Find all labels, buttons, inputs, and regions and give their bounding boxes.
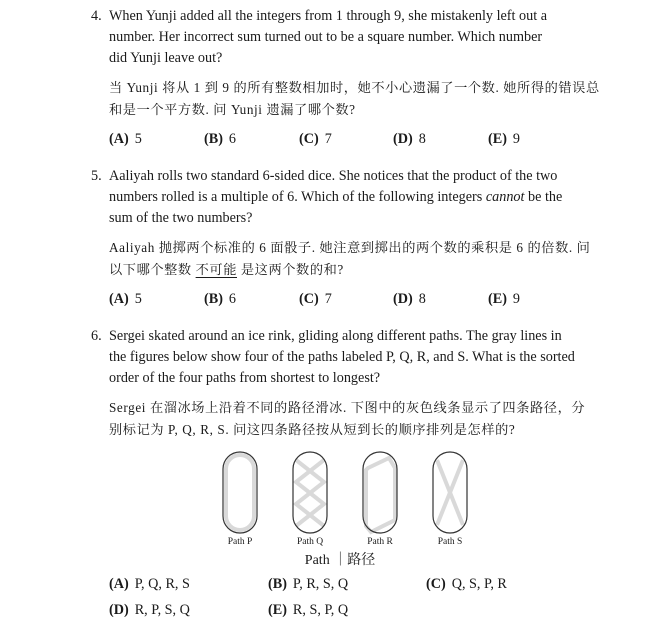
choice-text: 9 bbox=[512, 131, 521, 147]
choice-label: (B) bbox=[204, 291, 223, 307]
path-r-gray-line bbox=[366, 458, 395, 532]
question-number: 4. bbox=[91, 8, 102, 24]
path-p-gray-line bbox=[226, 455, 254, 530]
choice-label: (A) bbox=[109, 576, 129, 592]
choice-a[interactable] bbox=[109, 291, 142, 308]
text-segment: be the bbox=[524, 189, 563, 205]
choice-text: 5 bbox=[134, 291, 142, 307]
choice-text: 9 bbox=[512, 291, 521, 307]
path-label-q: Path Q bbox=[296, 537, 324, 547]
choice-label: (C) bbox=[426, 576, 446, 592]
path-label-p: Path P bbox=[227, 537, 253, 547]
path-label-s: Path S bbox=[437, 537, 463, 547]
path-label-r: Path R bbox=[367, 537, 393, 547]
question-text-en-line: the figures below show four of the paths labeled P, Q, R, and S. What is the sorted bbox=[109, 349, 575, 365]
choice-b[interactable] bbox=[204, 291, 236, 308]
choice-text: P, Q, R, S bbox=[134, 576, 190, 592]
choice-text: R, S, P, Q bbox=[292, 602, 349, 618]
choice-c[interactable] bbox=[299, 291, 332, 308]
choice-text: Q, S, P, R bbox=[451, 576, 507, 592]
choice-label: (D) bbox=[393, 291, 413, 307]
choice-text: 8 bbox=[418, 131, 426, 147]
question-text-en-line: number. Her incorrect sum turned out to be a square number. Which number bbox=[109, 29, 543, 45]
choice-c[interactable] bbox=[299, 131, 332, 148]
question-text-en-line: order of the four paths from shortest to longest? bbox=[109, 370, 381, 386]
question-text-en-line: sum of the two numbers? bbox=[109, 210, 253, 226]
choice-e[interactable] bbox=[488, 131, 520, 148]
choice-text: 5 bbox=[134, 131, 142, 147]
choice-text: 7 bbox=[324, 131, 332, 147]
choice-label: (E) bbox=[268, 602, 287, 618]
question-text-en-line bbox=[109, 187, 562, 207]
choice-label: (D) bbox=[109, 602, 129, 618]
question-text-en-line: Sergei skated around an ice rink, gliding along different paths. The gray lines in bbox=[109, 328, 562, 344]
choice-a[interactable] bbox=[109, 131, 142, 148]
choice-text: 6 bbox=[228, 291, 237, 307]
path-r-figure bbox=[363, 452, 397, 533]
choice-text: 6 bbox=[228, 131, 237, 147]
text-segment: 是这两个数的和? bbox=[237, 262, 344, 277]
path-p-figure bbox=[223, 452, 257, 533]
emphasis-cannot: cannot bbox=[485, 189, 525, 205]
choice-label: (B) bbox=[204, 131, 223, 147]
figure-caption: Path ｜路径 bbox=[304, 553, 376, 568]
choice-label: (C) bbox=[299, 131, 319, 147]
question-text-en-line: When Yunji added all the integers from 1 through 9, she mistakenly left out a bbox=[109, 8, 547, 24]
choice-b[interactable] bbox=[268, 576, 348, 593]
choice-b[interactable] bbox=[204, 131, 236, 148]
choice-d[interactable] bbox=[393, 131, 426, 148]
path-q-gray-line bbox=[296, 460, 324, 526]
choice-d[interactable] bbox=[393, 291, 426, 308]
choice-label: (B) bbox=[268, 576, 287, 592]
choice-label: (E) bbox=[488, 291, 507, 307]
choice-d[interactable] bbox=[109, 602, 190, 619]
text-segment: 以下哪个整数 bbox=[109, 262, 196, 277]
question-text-en-line: Aaliyah rolls two standard 6-sided dice. She notices that the product of the two bbox=[109, 168, 558, 184]
path-s-figure bbox=[433, 452, 467, 533]
choice-label: (C) bbox=[299, 291, 319, 307]
choice-text: 7 bbox=[324, 291, 332, 307]
choice-label: (D) bbox=[393, 131, 413, 147]
question-text-zh-line bbox=[109, 260, 344, 280]
choice-a[interactable] bbox=[109, 576, 190, 593]
question-text-zh-line: 当 Yunji 将从 1 到 9 的所有整数相加时，她不小心遗漏了一个数. 她所得的错误总 bbox=[109, 80, 600, 95]
question-number: 6. bbox=[91, 328, 102, 344]
text-segment: numbers rolled is a multiple of 6. Which of the following integers bbox=[109, 189, 486, 205]
path-q-figure bbox=[293, 452, 327, 533]
question-text-zh-line: 和是一个平方数. 问 Yunji 遗漏了哪个数? bbox=[109, 102, 356, 117]
choice-label: (A) bbox=[109, 291, 129, 307]
choice-label: (A) bbox=[109, 131, 129, 147]
choice-label: (E) bbox=[488, 131, 507, 147]
choice-c[interactable] bbox=[426, 576, 507, 593]
choice-text: P, R, S, Q bbox=[292, 576, 349, 592]
question-text-zh-line: 别标记为 P, Q, R, S. 问这四条路径按从短到长的顺序排列是怎样的? bbox=[109, 422, 516, 437]
choice-e[interactable] bbox=[488, 291, 520, 308]
paths-figure bbox=[218, 448, 478, 568]
question-text-zh-line: Aaliyah 抛掷两个标准的 6 面骰子. 她注意到掷出的两个数的乘积是 6 的倍数. 问 bbox=[109, 240, 591, 255]
choice-text: R, P, S, Q bbox=[134, 602, 190, 618]
question-text-en-line: did Yunji leave out? bbox=[109, 50, 223, 66]
choice-text: 8 bbox=[418, 291, 426, 307]
emphasis-cannot-zh: 不可能 bbox=[195, 262, 237, 277]
choice-e[interactable] bbox=[268, 602, 348, 619]
question-text-zh-line: Sergei 在溜冰场上沿着不同的路径滑冰. 下图中的灰色线条显示了四条路径，分 bbox=[109, 400, 586, 415]
question-number: 5. bbox=[91, 168, 102, 184]
